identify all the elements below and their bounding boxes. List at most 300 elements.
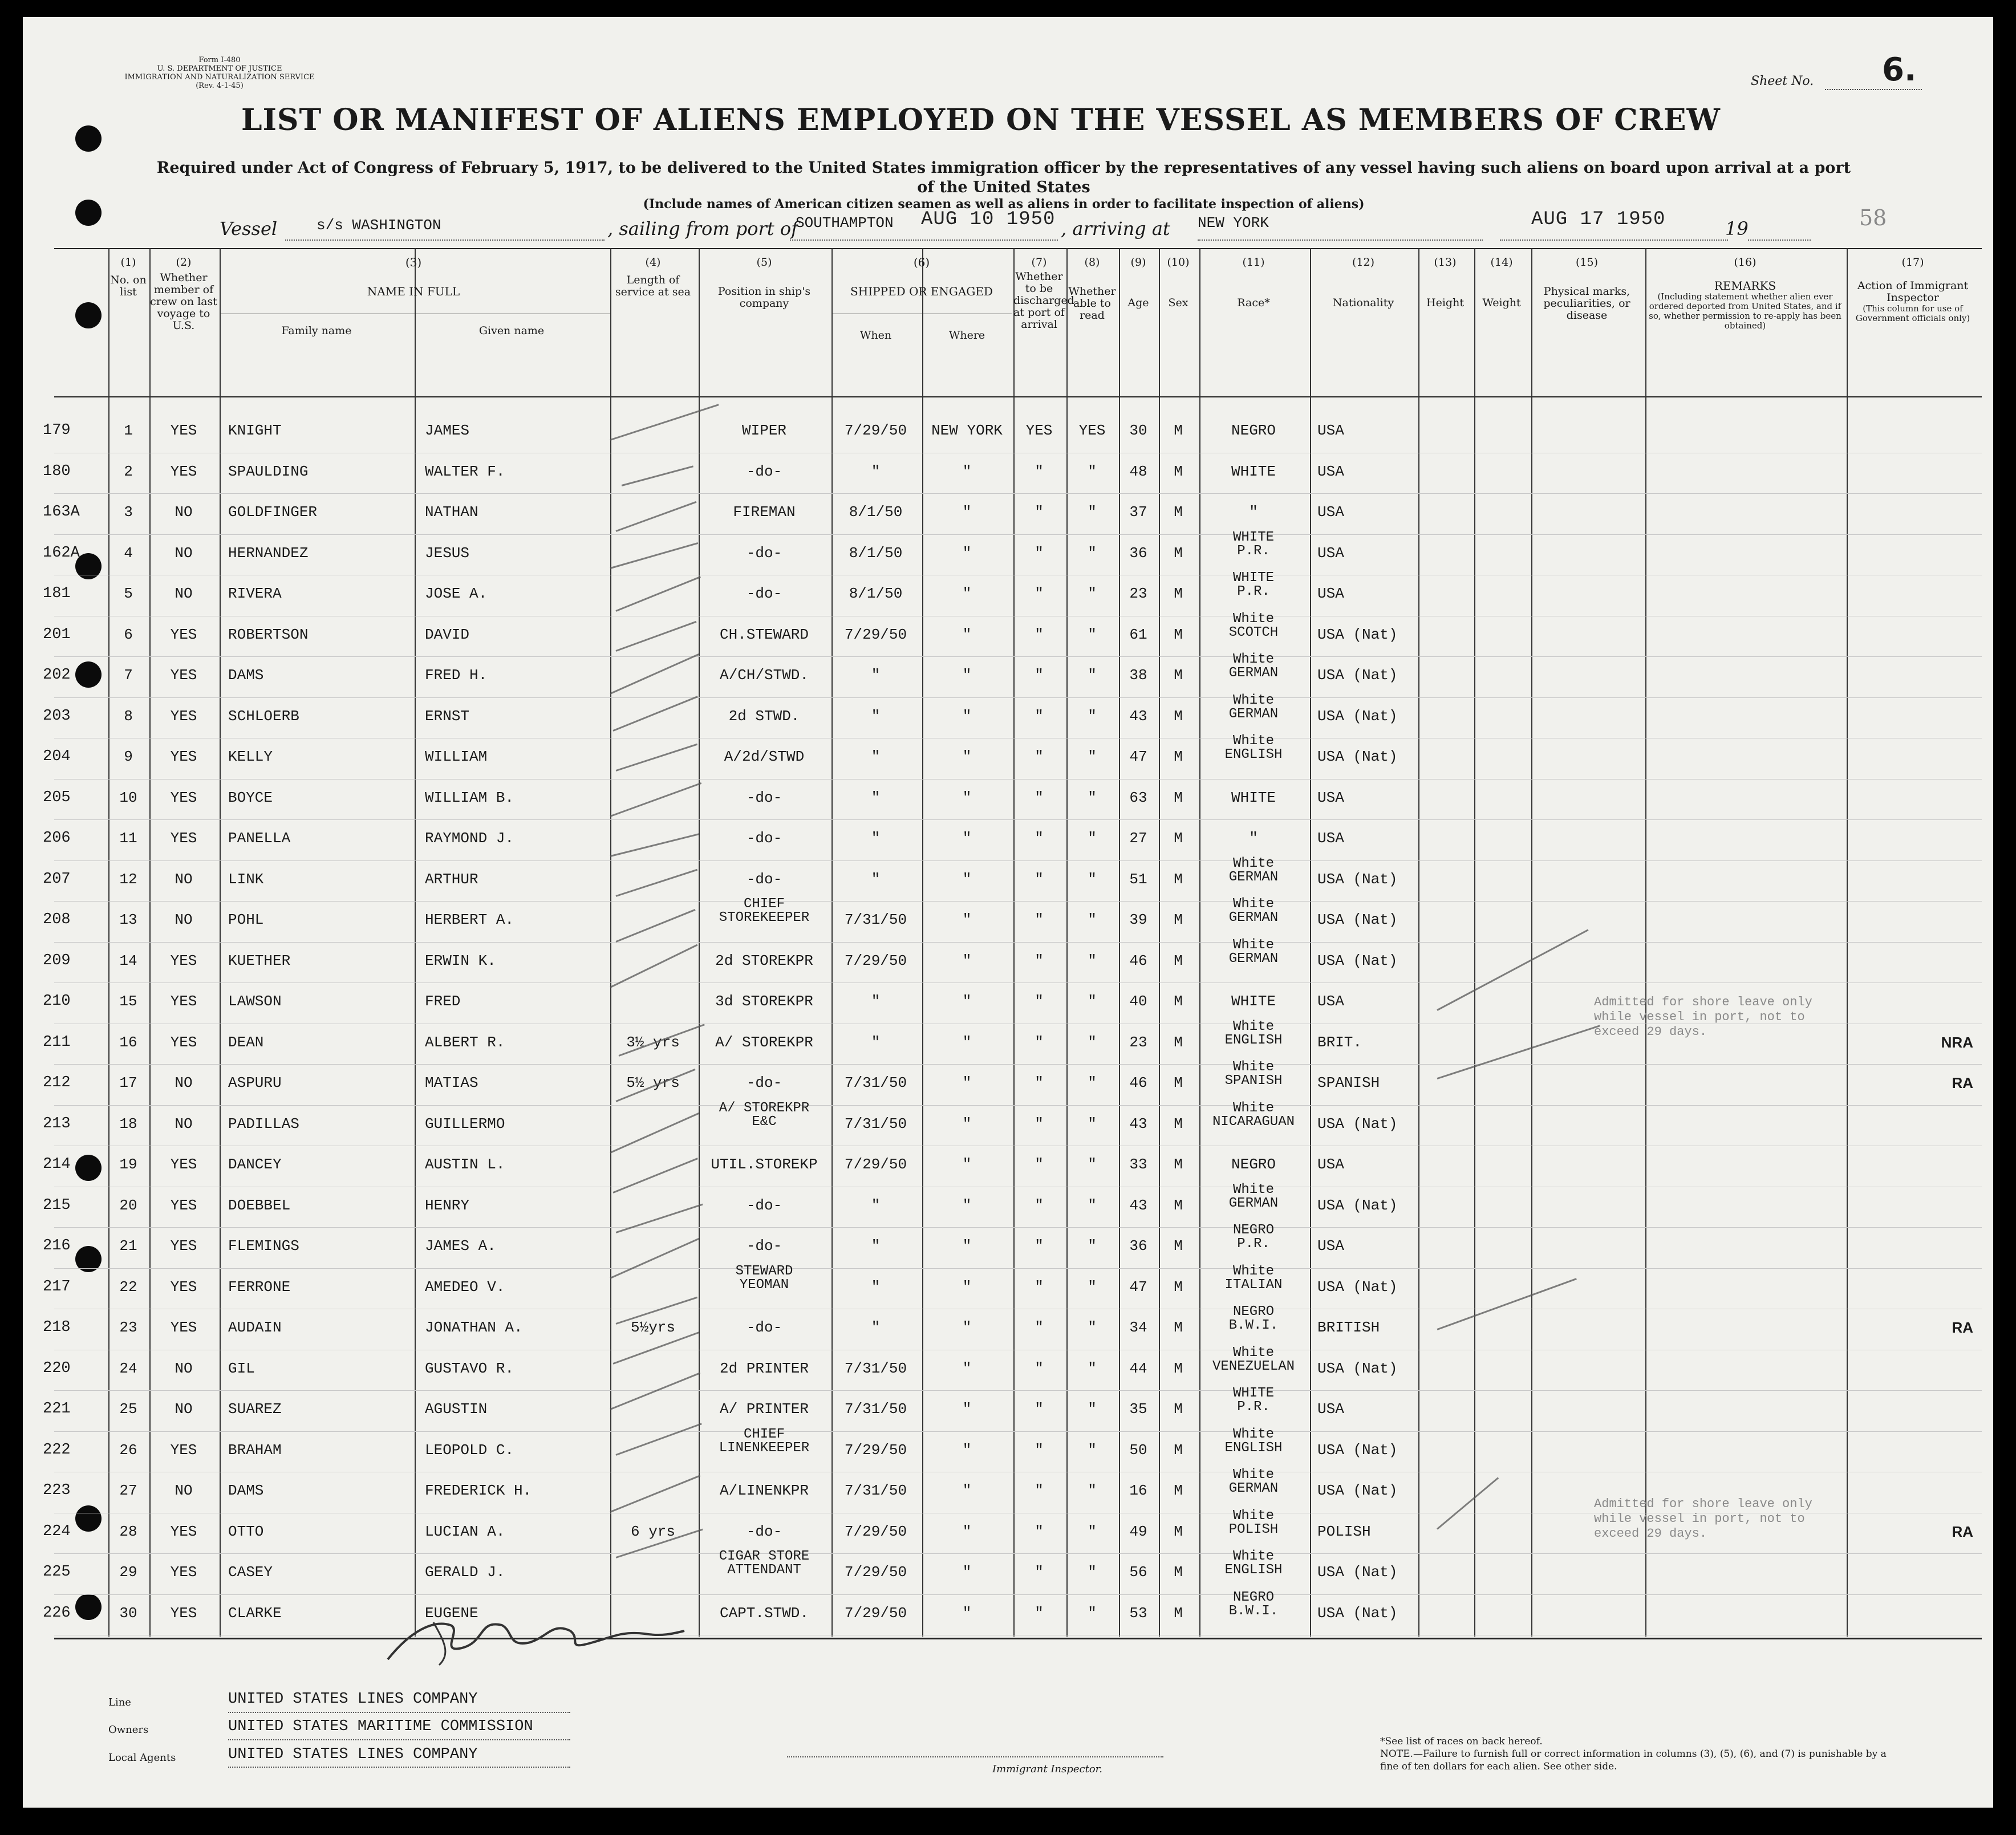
shipped-when: 7/29/50 bbox=[844, 1564, 907, 1581]
able-to-read: " bbox=[1088, 1033, 1097, 1051]
row-line bbox=[54, 1553, 1982, 1554]
col-label: Nationality bbox=[1332, 297, 1394, 309]
age: 49 bbox=[1129, 1523, 1147, 1540]
col-label: SHIPPED OR ENGAGED bbox=[850, 285, 993, 298]
given-name: WILLIAM bbox=[425, 748, 488, 765]
row-line bbox=[54, 493, 1982, 494]
crew-last-voyage: NO bbox=[175, 544, 193, 562]
row-line bbox=[54, 1227, 1982, 1228]
able-to-read: " bbox=[1088, 1074, 1097, 1091]
able-to-read: " bbox=[1088, 585, 1097, 602]
discharged: " bbox=[1035, 1482, 1044, 1499]
agents-underline bbox=[228, 1767, 570, 1768]
given-name: WALTER F. bbox=[425, 462, 505, 480]
col-number: (15) bbox=[1575, 256, 1598, 269]
column-divider bbox=[1645, 248, 1646, 1637]
shipped-where: " bbox=[962, 626, 972, 643]
position: A/2d/STWD bbox=[724, 748, 805, 765]
col-number: (1) bbox=[120, 256, 136, 269]
given-name: FRED H. bbox=[425, 667, 488, 684]
col8-header bbox=[1066, 257, 1118, 322]
col-number: (6) bbox=[913, 255, 930, 269]
margin-number: 181 bbox=[43, 585, 71, 602]
sex: M bbox=[1174, 1359, 1183, 1377]
inspector-action: RA bbox=[1952, 1523, 1973, 1540]
shipped-when: 7/31/50 bbox=[844, 1074, 907, 1091]
discharged: " bbox=[1035, 462, 1044, 480]
sex: M bbox=[1174, 462, 1183, 480]
shipped-where: " bbox=[962, 585, 972, 602]
form-revision: (Rev. 4-1-45) bbox=[196, 82, 244, 90]
column-divider bbox=[1531, 248, 1532, 1637]
shipped-where: " bbox=[962, 1237, 972, 1255]
shipped-where: " bbox=[962, 1604, 972, 1622]
race: White ITALIAN bbox=[1224, 1263, 1283, 1293]
column-divider bbox=[108, 248, 109, 1637]
list-number: 10 bbox=[119, 789, 137, 806]
discharged: " bbox=[1035, 789, 1044, 806]
position: -do- bbox=[746, 1523, 782, 1540]
col-number: (8) bbox=[1084, 256, 1100, 269]
family-name: HERNANDEZ bbox=[228, 544, 309, 562]
able-to-read: " bbox=[1088, 789, 1097, 806]
list-number: 21 bbox=[119, 1237, 137, 1255]
position: FIREMAN bbox=[733, 504, 796, 521]
age: 53 bbox=[1129, 1604, 1147, 1622]
shipped-where: " bbox=[962, 1074, 972, 1091]
column-divider bbox=[1847, 248, 1848, 1637]
manifest-sheet bbox=[23, 17, 1993, 1808]
col10-header bbox=[1159, 257, 1198, 309]
margin-number: 203 bbox=[43, 707, 71, 725]
able-to-read: " bbox=[1088, 1359, 1097, 1377]
shipped-when: 7/29/50 bbox=[844, 1523, 907, 1540]
col9-header bbox=[1119, 257, 1158, 309]
shipped-where: " bbox=[962, 911, 972, 928]
sex: M bbox=[1174, 1115, 1183, 1132]
arriving-line bbox=[1198, 239, 1483, 241]
list-number: 22 bbox=[119, 1278, 137, 1296]
race: NEGRO B.W.I. bbox=[1228, 1589, 1279, 1619]
given-name: EUGENE bbox=[425, 1604, 478, 1622]
given-name: ALBERT R. bbox=[425, 1033, 505, 1051]
race: White GERMAN bbox=[1228, 652, 1279, 681]
race: NEGRO P.R. bbox=[1232, 1223, 1274, 1252]
discharged: YES bbox=[1025, 422, 1053, 439]
given-name: AMEDEO V. bbox=[425, 1278, 505, 1296]
shipped-where: " bbox=[962, 707, 972, 725]
sex: M bbox=[1174, 1441, 1183, 1459]
margin-number: 201 bbox=[43, 626, 71, 643]
race: White SPANISH bbox=[1224, 1059, 1283, 1089]
discharged: " bbox=[1035, 1278, 1044, 1296]
family-name: ROBERTSON bbox=[228, 626, 309, 643]
row-line bbox=[54, 697, 1982, 698]
age: 27 bbox=[1129, 830, 1147, 847]
discharged: " bbox=[1035, 585, 1044, 602]
family-name: FERRONE bbox=[228, 1278, 291, 1296]
family-name: DANCEY bbox=[228, 1156, 282, 1173]
age: 36 bbox=[1129, 1237, 1147, 1255]
margin-number: 207 bbox=[43, 870, 71, 888]
inspector-action: NRA bbox=[1941, 1033, 1973, 1051]
age: 37 bbox=[1129, 504, 1147, 521]
nationality: USA bbox=[1317, 585, 1344, 602]
given-name: JESUS bbox=[425, 544, 470, 562]
discharged: " bbox=[1035, 1033, 1044, 1051]
inspector-signature-line bbox=[787, 1756, 1163, 1757]
age: 44 bbox=[1129, 1359, 1147, 1377]
crew-last-voyage: NO bbox=[175, 504, 193, 521]
nationality: USA (Nat) bbox=[1317, 1278, 1398, 1296]
shipped-where: " bbox=[962, 1564, 972, 1581]
position: -do- bbox=[746, 830, 782, 847]
inspector-action: RA bbox=[1952, 1319, 1973, 1336]
arriving-port: NEW YORK bbox=[1198, 214, 1269, 232]
position: CIGAR STORE ATTENDANT bbox=[719, 1549, 810, 1578]
nationality: USA bbox=[1317, 789, 1344, 806]
list-number: 26 bbox=[119, 1441, 137, 1459]
margin-number: 217 bbox=[43, 1278, 71, 1296]
column-divider bbox=[149, 248, 151, 1637]
shipped-where: " bbox=[962, 993, 972, 1010]
row-line bbox=[54, 1268, 1982, 1269]
able-to-read: " bbox=[1088, 1523, 1097, 1540]
sex: M bbox=[1174, 1319, 1183, 1336]
nationality: POLISH bbox=[1317, 1523, 1371, 1540]
age: 36 bbox=[1129, 544, 1147, 562]
race: White GERMAN bbox=[1228, 855, 1279, 885]
when-header: When bbox=[859, 329, 892, 342]
sex: M bbox=[1174, 1033, 1183, 1051]
col-number: (4) bbox=[645, 256, 661, 269]
race: WHITE bbox=[1231, 789, 1276, 806]
sex: M bbox=[1174, 707, 1183, 725]
shipped-where: " bbox=[962, 1523, 972, 1540]
row-line bbox=[54, 1390, 1982, 1391]
footnote-penalty: NOTE.—Failure to furnish full or correct information in columns (3), (5), (6), and (7) is punishable by a fine of ten dollars for each alien. See other side. bbox=[1380, 1748, 1887, 1772]
sex: M bbox=[1174, 626, 1183, 643]
margin-number: 162A bbox=[43, 544, 80, 562]
list-number: 17 bbox=[119, 1074, 137, 1091]
crew-last-voyage: YES bbox=[170, 1033, 197, 1051]
column-divider bbox=[610, 248, 611, 1637]
position: WIPER bbox=[741, 422, 786, 439]
nationality: USA bbox=[1317, 1156, 1344, 1173]
margin-number: 208 bbox=[43, 911, 71, 928]
race: White VENEZUELAN bbox=[1212, 1345, 1295, 1374]
inspector-action: RA bbox=[1952, 1074, 1973, 1091]
col-label: Position in ship's company bbox=[717, 285, 811, 310]
crew-last-voyage: NO bbox=[175, 870, 193, 888]
family-name: LAWSON bbox=[228, 993, 282, 1010]
form-identifier bbox=[88, 56, 351, 90]
col-number: (3) bbox=[405, 255, 422, 269]
position: -do- bbox=[746, 544, 782, 562]
family-name: CLARKE bbox=[228, 1604, 282, 1622]
nationality: SPANISH bbox=[1317, 1074, 1380, 1091]
given-name: ERWIN K. bbox=[425, 952, 496, 969]
row-line bbox=[54, 534, 1982, 535]
race: White GERMAN bbox=[1228, 1467, 1279, 1496]
sex: M bbox=[1174, 1523, 1183, 1540]
position: -do- bbox=[746, 585, 782, 602]
age: 43 bbox=[1129, 707, 1147, 725]
discharged: " bbox=[1035, 830, 1044, 847]
col-number: (10) bbox=[1167, 256, 1190, 269]
shipped-when: 7/29/50 bbox=[844, 422, 907, 439]
col4-header bbox=[610, 257, 696, 298]
shipped-when: 7/31/50 bbox=[844, 1359, 907, 1377]
sheet-number-line bbox=[1825, 89, 1922, 90]
able-to-read: " bbox=[1088, 1604, 1097, 1622]
vessel-label: Vessel bbox=[220, 218, 278, 239]
crew-last-voyage: YES bbox=[170, 789, 197, 806]
family-name: POHL bbox=[228, 911, 264, 928]
race: WHITE bbox=[1231, 993, 1276, 1010]
race: White POLISH bbox=[1228, 1508, 1279, 1537]
discharged: " bbox=[1035, 1441, 1044, 1459]
nationality: USA bbox=[1317, 544, 1344, 562]
owners-label: Owners bbox=[108, 1724, 149, 1736]
sailing-port: SOUTHAMPTON bbox=[796, 214, 894, 232]
footnote bbox=[1380, 1735, 1893, 1773]
sheet-number-label: Sheet No. bbox=[1751, 74, 1814, 88]
crew-last-voyage: NO bbox=[175, 1074, 193, 1091]
shipped-when: " bbox=[871, 1196, 881, 1214]
race: WHITE P.R. bbox=[1232, 529, 1274, 559]
position: A/CH/STWD. bbox=[719, 667, 809, 684]
position: CHIEF STOREKEEPER bbox=[719, 896, 810, 925]
given-name: FREDERICK H. bbox=[425, 1482, 532, 1499]
row-line bbox=[54, 819, 1982, 820]
sex: M bbox=[1174, 1564, 1183, 1581]
shipped-when: 7/29/50 bbox=[844, 952, 907, 969]
age: 40 bbox=[1129, 993, 1147, 1010]
nationality: USA (Nat) bbox=[1317, 748, 1398, 765]
crew-last-voyage: YES bbox=[170, 1564, 197, 1581]
given-name: MATIAS bbox=[425, 1074, 478, 1091]
nationality: USA bbox=[1317, 993, 1344, 1010]
discharged: " bbox=[1035, 1237, 1044, 1255]
sex: M bbox=[1174, 952, 1183, 969]
race: NEGRO bbox=[1231, 1156, 1276, 1173]
column-divider bbox=[831, 248, 833, 1637]
race: White NICARAGUAN bbox=[1212, 1100, 1295, 1130]
crew-last-voyage: NO bbox=[175, 1359, 193, 1377]
age: 34 bbox=[1129, 1319, 1147, 1336]
department: U. S. DEPARTMENT OF JUSTICE bbox=[157, 64, 282, 73]
family-name: CASEY bbox=[228, 1564, 273, 1581]
given-name: LEOPOLD C. bbox=[425, 1441, 514, 1459]
line-value: UNITED STATES LINES COMPANY bbox=[228, 1691, 478, 1708]
remark-stamp: Admitted for shore leave only while vessel in port, not to exceed 29 days. bbox=[1594, 1497, 1812, 1541]
position: A/ PRINTER bbox=[719, 1400, 809, 1418]
margin-number: 216 bbox=[43, 1237, 71, 1255]
given-name: GERALD J. bbox=[425, 1564, 505, 1581]
col-label: Height bbox=[1426, 297, 1464, 309]
given-name: JOSE A. bbox=[425, 585, 488, 602]
discharged: " bbox=[1035, 748, 1044, 765]
col-label: Whether member of crew on last voyage to U.S. bbox=[150, 271, 217, 332]
crew-last-voyage: YES bbox=[170, 1604, 197, 1622]
agents-label: Local Agents bbox=[108, 1752, 176, 1764]
col-note: (This column for use of Government officials only) bbox=[1855, 303, 1970, 323]
able-to-read: " bbox=[1088, 993, 1097, 1010]
service-name: IMMIGRATION AND NATURALIZATION SERVICE bbox=[124, 73, 315, 82]
owners-value: UNITED STATES MARITIME COMMISSION bbox=[228, 1718, 533, 1735]
col-label: Sex bbox=[1168, 297, 1188, 309]
given-name: HERBERT A. bbox=[425, 911, 514, 928]
margin-number: 222 bbox=[43, 1441, 71, 1459]
able-to-read: " bbox=[1088, 504, 1097, 521]
position: CHIEF LINENKEEPER bbox=[719, 1426, 810, 1456]
list-number: 7 bbox=[124, 667, 133, 684]
position: 3d STOREKPR bbox=[715, 993, 813, 1010]
shipped-when: " bbox=[871, 1278, 881, 1296]
shipped-where: " bbox=[962, 952, 972, 969]
list-number: 5 bbox=[124, 585, 133, 602]
col-label: REMARKS bbox=[1714, 279, 1776, 293]
position: STEWARD YEOMAN bbox=[735, 1263, 793, 1293]
shipped-when: " bbox=[871, 1237, 881, 1255]
list-number: 25 bbox=[119, 1400, 137, 1418]
margin-number: 209 bbox=[43, 952, 71, 969]
subtitle-note: (Include names of American citizen seamen as well as aliens in order to facilitate inspection of aliens) bbox=[643, 197, 1365, 212]
margin-number: 206 bbox=[43, 830, 71, 847]
age: 35 bbox=[1129, 1400, 1147, 1418]
sex: M bbox=[1174, 667, 1183, 684]
where-header: Where bbox=[948, 329, 985, 342]
col-number: (9) bbox=[1130, 256, 1146, 269]
margin-number: 204 bbox=[43, 748, 71, 765]
col1-header bbox=[108, 257, 148, 298]
position: UTIL.STOREKP bbox=[711, 1156, 818, 1173]
able-to-read: " bbox=[1088, 1319, 1097, 1336]
sex: M bbox=[1174, 748, 1183, 765]
given-name: JAMES bbox=[425, 422, 470, 439]
shipped-when: " bbox=[871, 1319, 881, 1336]
given-name: FRED bbox=[425, 993, 461, 1010]
sex: M bbox=[1174, 504, 1183, 521]
family-name: DAMS bbox=[228, 667, 264, 684]
margin-number: 213 bbox=[43, 1115, 71, 1132]
family-name: SCHLOERB bbox=[228, 707, 299, 725]
age: 47 bbox=[1129, 748, 1147, 765]
list-number: 14 bbox=[119, 952, 137, 969]
given-name: DAVID bbox=[425, 626, 470, 643]
family-name: KNIGHT bbox=[228, 422, 282, 439]
shipped-where: " bbox=[962, 870, 972, 888]
discharged: " bbox=[1035, 1115, 1044, 1132]
given-name: ARTHUR bbox=[425, 870, 478, 888]
given-name: NATHAN bbox=[425, 504, 478, 521]
agents-value: UNITED STATES LINES COMPANY bbox=[228, 1746, 478, 1763]
family-name: PANELLA bbox=[228, 830, 291, 847]
nationality: USA (Nat) bbox=[1317, 1564, 1398, 1581]
race: White ENGLISH bbox=[1224, 1426, 1283, 1456]
shipped-when: " bbox=[871, 1033, 881, 1051]
able-to-read: " bbox=[1088, 626, 1097, 643]
age: 46 bbox=[1129, 952, 1147, 969]
family-name: LINK bbox=[228, 870, 264, 888]
position: -do- bbox=[746, 1074, 782, 1091]
sex: M bbox=[1174, 585, 1183, 602]
col2-header bbox=[149, 257, 218, 332]
shipped-when: 7/31/50 bbox=[844, 1482, 907, 1499]
list-number: 20 bbox=[119, 1196, 137, 1214]
discharged: " bbox=[1035, 993, 1044, 1010]
shipped-when: " bbox=[871, 748, 881, 765]
margin-number: 163A bbox=[43, 504, 80, 521]
list-number: 18 bbox=[119, 1115, 137, 1132]
shipped-when: " bbox=[871, 870, 881, 888]
shipped-where: " bbox=[962, 1359, 972, 1377]
length-of-service: 6 yrs bbox=[630, 1523, 675, 1540]
race: White GERMAN bbox=[1228, 1182, 1279, 1211]
able-to-read: " bbox=[1088, 952, 1097, 969]
family-name: BRAHAM bbox=[228, 1441, 282, 1459]
shipped-when: 7/31/50 bbox=[844, 1115, 907, 1132]
given-name: GUILLERMO bbox=[425, 1115, 505, 1132]
nationality: USA bbox=[1317, 1237, 1344, 1255]
sailing-line bbox=[790, 239, 1058, 241]
given-name: HENRY bbox=[425, 1196, 470, 1214]
shipped-where: " bbox=[962, 544, 972, 562]
discharged: " bbox=[1035, 504, 1044, 521]
shipped-where: " bbox=[962, 1033, 972, 1051]
col-label: No. on list bbox=[110, 274, 147, 298]
col-label: NAME IN FULL bbox=[367, 285, 460, 298]
column-divider bbox=[1474, 248, 1475, 1637]
shipped-where: " bbox=[962, 1278, 972, 1296]
shipped-when: " bbox=[871, 707, 881, 725]
position: -do- bbox=[746, 1196, 782, 1214]
nationality: BRITISH bbox=[1317, 1319, 1380, 1336]
col-number: (5) bbox=[756, 256, 772, 269]
col15-header bbox=[1531, 257, 1642, 322]
col-label: Age bbox=[1127, 297, 1149, 309]
column-divider bbox=[220, 248, 221, 1637]
nationality: USA (Nat) bbox=[1317, 1359, 1398, 1377]
length-of-service: 5½yrs bbox=[630, 1319, 675, 1336]
shipped-where: " bbox=[962, 667, 972, 684]
column-divider bbox=[415, 248, 416, 1637]
crew-last-voyage: NO bbox=[175, 1400, 193, 1418]
able-to-read: YES bbox=[1078, 422, 1106, 439]
margin-number: 202 bbox=[43, 667, 71, 684]
discharged: " bbox=[1035, 1604, 1044, 1622]
family-name: KUETHER bbox=[228, 952, 291, 969]
discharged: " bbox=[1035, 1359, 1044, 1377]
given-name: GUSTAVO R. bbox=[425, 1359, 514, 1377]
crew-last-voyage: NO bbox=[175, 585, 193, 602]
crew-last-voyage: YES bbox=[170, 462, 197, 480]
position: CAPT.STWD. bbox=[719, 1604, 809, 1622]
position: 2d PRINTER bbox=[719, 1359, 809, 1377]
able-to-read: " bbox=[1088, 911, 1097, 928]
arriving-label: , arriving at bbox=[1061, 218, 1170, 239]
row-line bbox=[54, 1431, 1982, 1432]
margin-number: 212 bbox=[43, 1074, 71, 1091]
shipped-where: " bbox=[962, 462, 972, 480]
col-label: Race* bbox=[1237, 297, 1270, 309]
row-line bbox=[54, 860, 1982, 861]
shipped-when: " bbox=[871, 667, 881, 684]
position: A/ STOREKPR bbox=[715, 1033, 813, 1051]
shipped-where: " bbox=[962, 1441, 972, 1459]
nationality: USA (Nat) bbox=[1317, 1115, 1398, 1132]
